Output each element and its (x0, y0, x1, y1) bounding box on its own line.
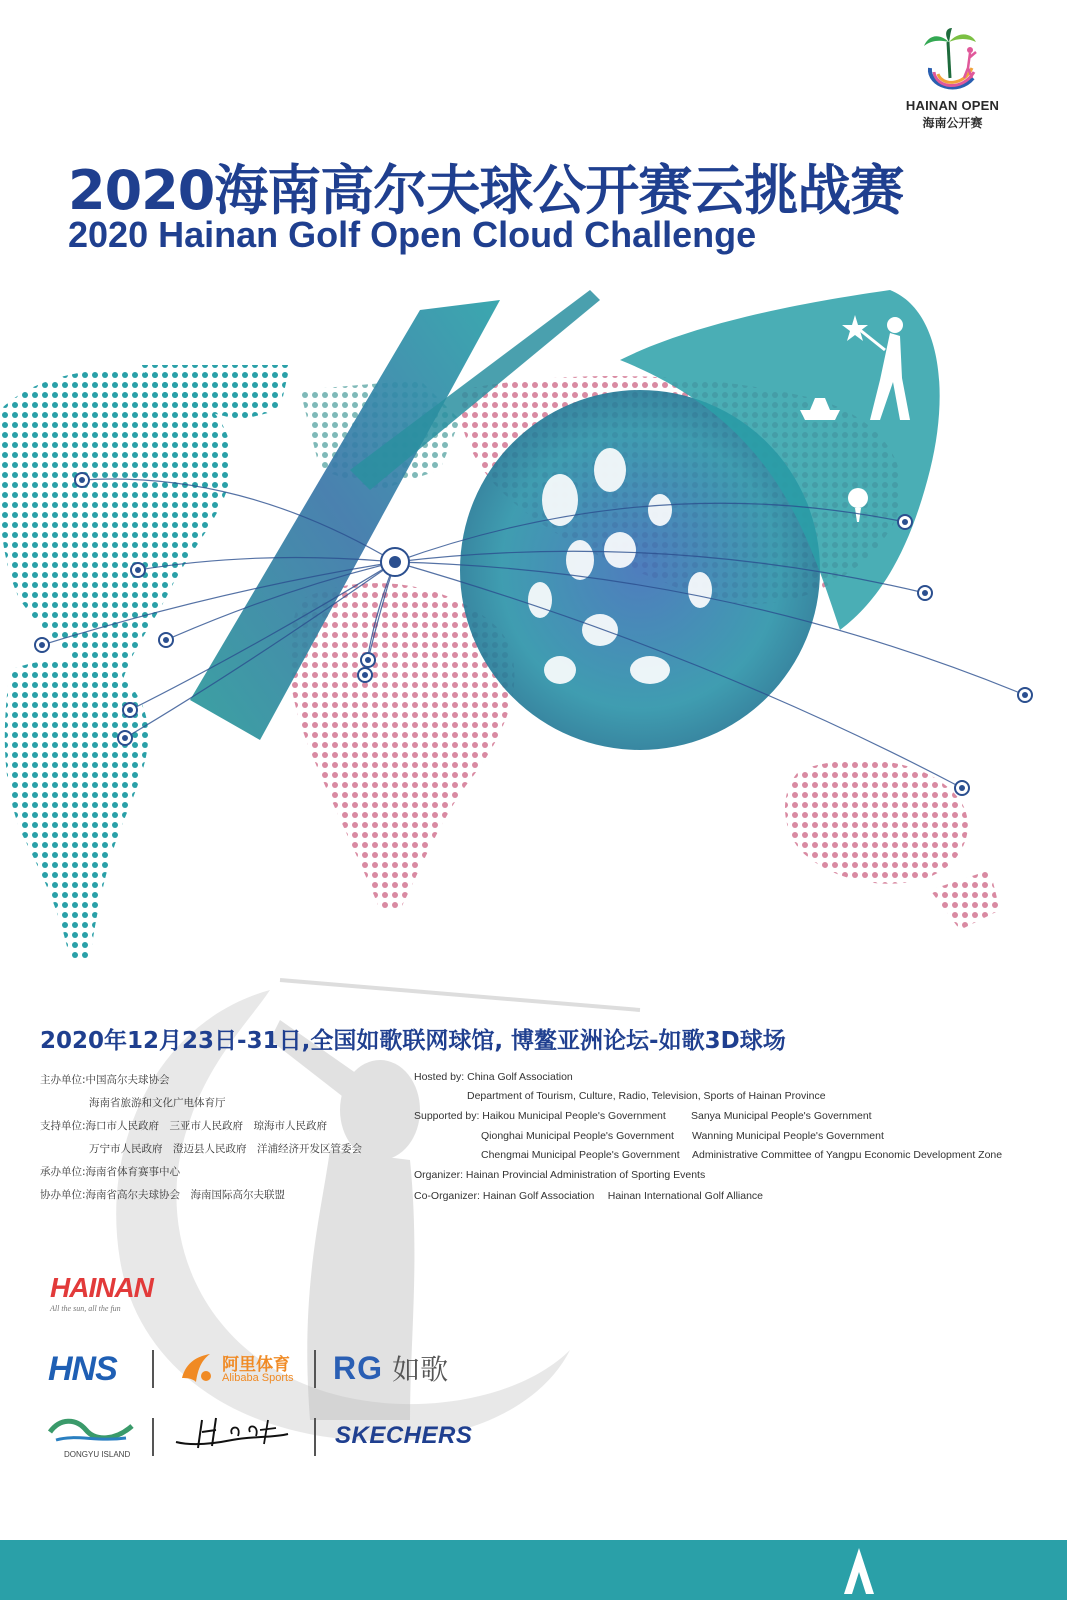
credit-supported-d-en: Wanning Municipal People's Government (692, 1130, 884, 1142)
credit-support-zh (40, 1118, 327, 1133)
credit-coorg-value: 海南省高尔夫球协会 海南国际高尔夫联盟 (85, 1189, 286, 1201)
alibaba-zh-text: 阿里体育 (222, 1355, 290, 1375)
skechers-logo: SKECHERS (335, 1422, 473, 1449)
dongyu-island-logo (46, 1412, 136, 1462)
hainan-golf-signature-logo (172, 1412, 292, 1458)
credit-host-zh (40, 1072, 170, 1087)
logo-divider (314, 1418, 316, 1456)
logo-divider (314, 1350, 316, 1388)
credit-supported-a-en: Supported by: Haikou Municipal People's Government (414, 1110, 666, 1122)
credit-hosted-en: Hosted by: China Golf Association (414, 1071, 573, 1083)
page-title-english: 2020 Hainan Golf Open Cloud Challenge (68, 214, 757, 255)
credit-supported-e-en: Chengmai Municipal People's Government (481, 1149, 680, 1161)
rg-logo (333, 1348, 448, 1388)
hainan-golf-signature (172, 1412, 292, 1458)
logo-chinese-text: 海南公开赛 (922, 116, 983, 130)
credit-coorganizer-en: Co-Organizer: Hainan Golf Association Hainan International Golf Alliance (414, 1190, 764, 1202)
world-map-illustration (0, 270, 1067, 970)
palm-golfer-icon (918, 28, 988, 96)
rg-logo-text: RG (333, 1350, 383, 1386)
pacific-islands-dots (930, 870, 1000, 930)
dongyu-island-text: DONGYU ISLAND (64, 1450, 131, 1459)
arrow-up-icon (838, 1544, 880, 1600)
page-title-chinese: 2020海南高尔夫球公开赛云挑战赛 (68, 159, 904, 222)
bottom-banner (0, 1540, 1067, 1600)
credit-support-1: 海口市人民政府 三亚市人民政府 琼海市人民政府 (85, 1120, 328, 1132)
hainan-tourism-logo (50, 1272, 153, 1324)
credit-organizer-zh (40, 1164, 180, 1179)
alibaba-sports-icon (176, 1348, 216, 1388)
credit-organizer-label: 承办单位: (40, 1166, 86, 1178)
credit-hosted-2-en: Department of Tourism, Culture, Radio, Television, Sports of Hainan Province (467, 1090, 826, 1102)
credit-host-2-zh: 海南省旅游和文化广电体育厅 (89, 1097, 226, 1109)
australia-dots (785, 760, 968, 884)
credit-coorg-label: 协办单位: (40, 1189, 86, 1201)
event-date-venue: 2020年12月23日-31日,全国如歌联网球馆, 博鳌亚洲论坛-如歌3D球场 (40, 1028, 786, 1054)
alibaba-sports-logo (176, 1348, 301, 1390)
hns-logo: HNS (48, 1350, 117, 1388)
credit-organizer-en: Organizer: Hainan Provincial Administration of Sporting Events (414, 1169, 706, 1181)
credit-coorg-zh (40, 1187, 285, 1202)
logo-english-text: HAINAN OPEN (905, 98, 1000, 113)
dongyu-island-icon (46, 1412, 136, 1446)
alibaba-en-text: Alibaba Sports (222, 1372, 294, 1384)
credit-host-1: 中国高尔夫球协会 (85, 1074, 170, 1086)
hainan-logo-tagline: All the sun, all the fun (50, 1304, 121, 1313)
credit-organizer-value: 海南省体育赛事中心 (85, 1166, 181, 1178)
credit-supported-f-en: Administrative Committee of Yangpu Economic Development Zone (692, 1149, 1003, 1161)
hainan-open-logo (895, 28, 1010, 138)
credit-supported-b-en: Sanya Municipal People's Government (691, 1110, 872, 1122)
credit-support-label: 支持单位: (40, 1120, 86, 1132)
credit-supported-c-en: Qionghai Municipal People's Government (481, 1130, 674, 1142)
credit-host-label: 主办单位: (40, 1074, 86, 1086)
logo-divider (152, 1350, 154, 1388)
hainan-logo-text: HAINAN (50, 1272, 153, 1303)
logo-divider (152, 1418, 154, 1456)
rg-logo-chinese: 如歌 (392, 1353, 449, 1386)
credit-support-2-zh: 万宁市人民政府 澄迈县人民政府 洋浦经济开发区管委会 (89, 1143, 362, 1155)
